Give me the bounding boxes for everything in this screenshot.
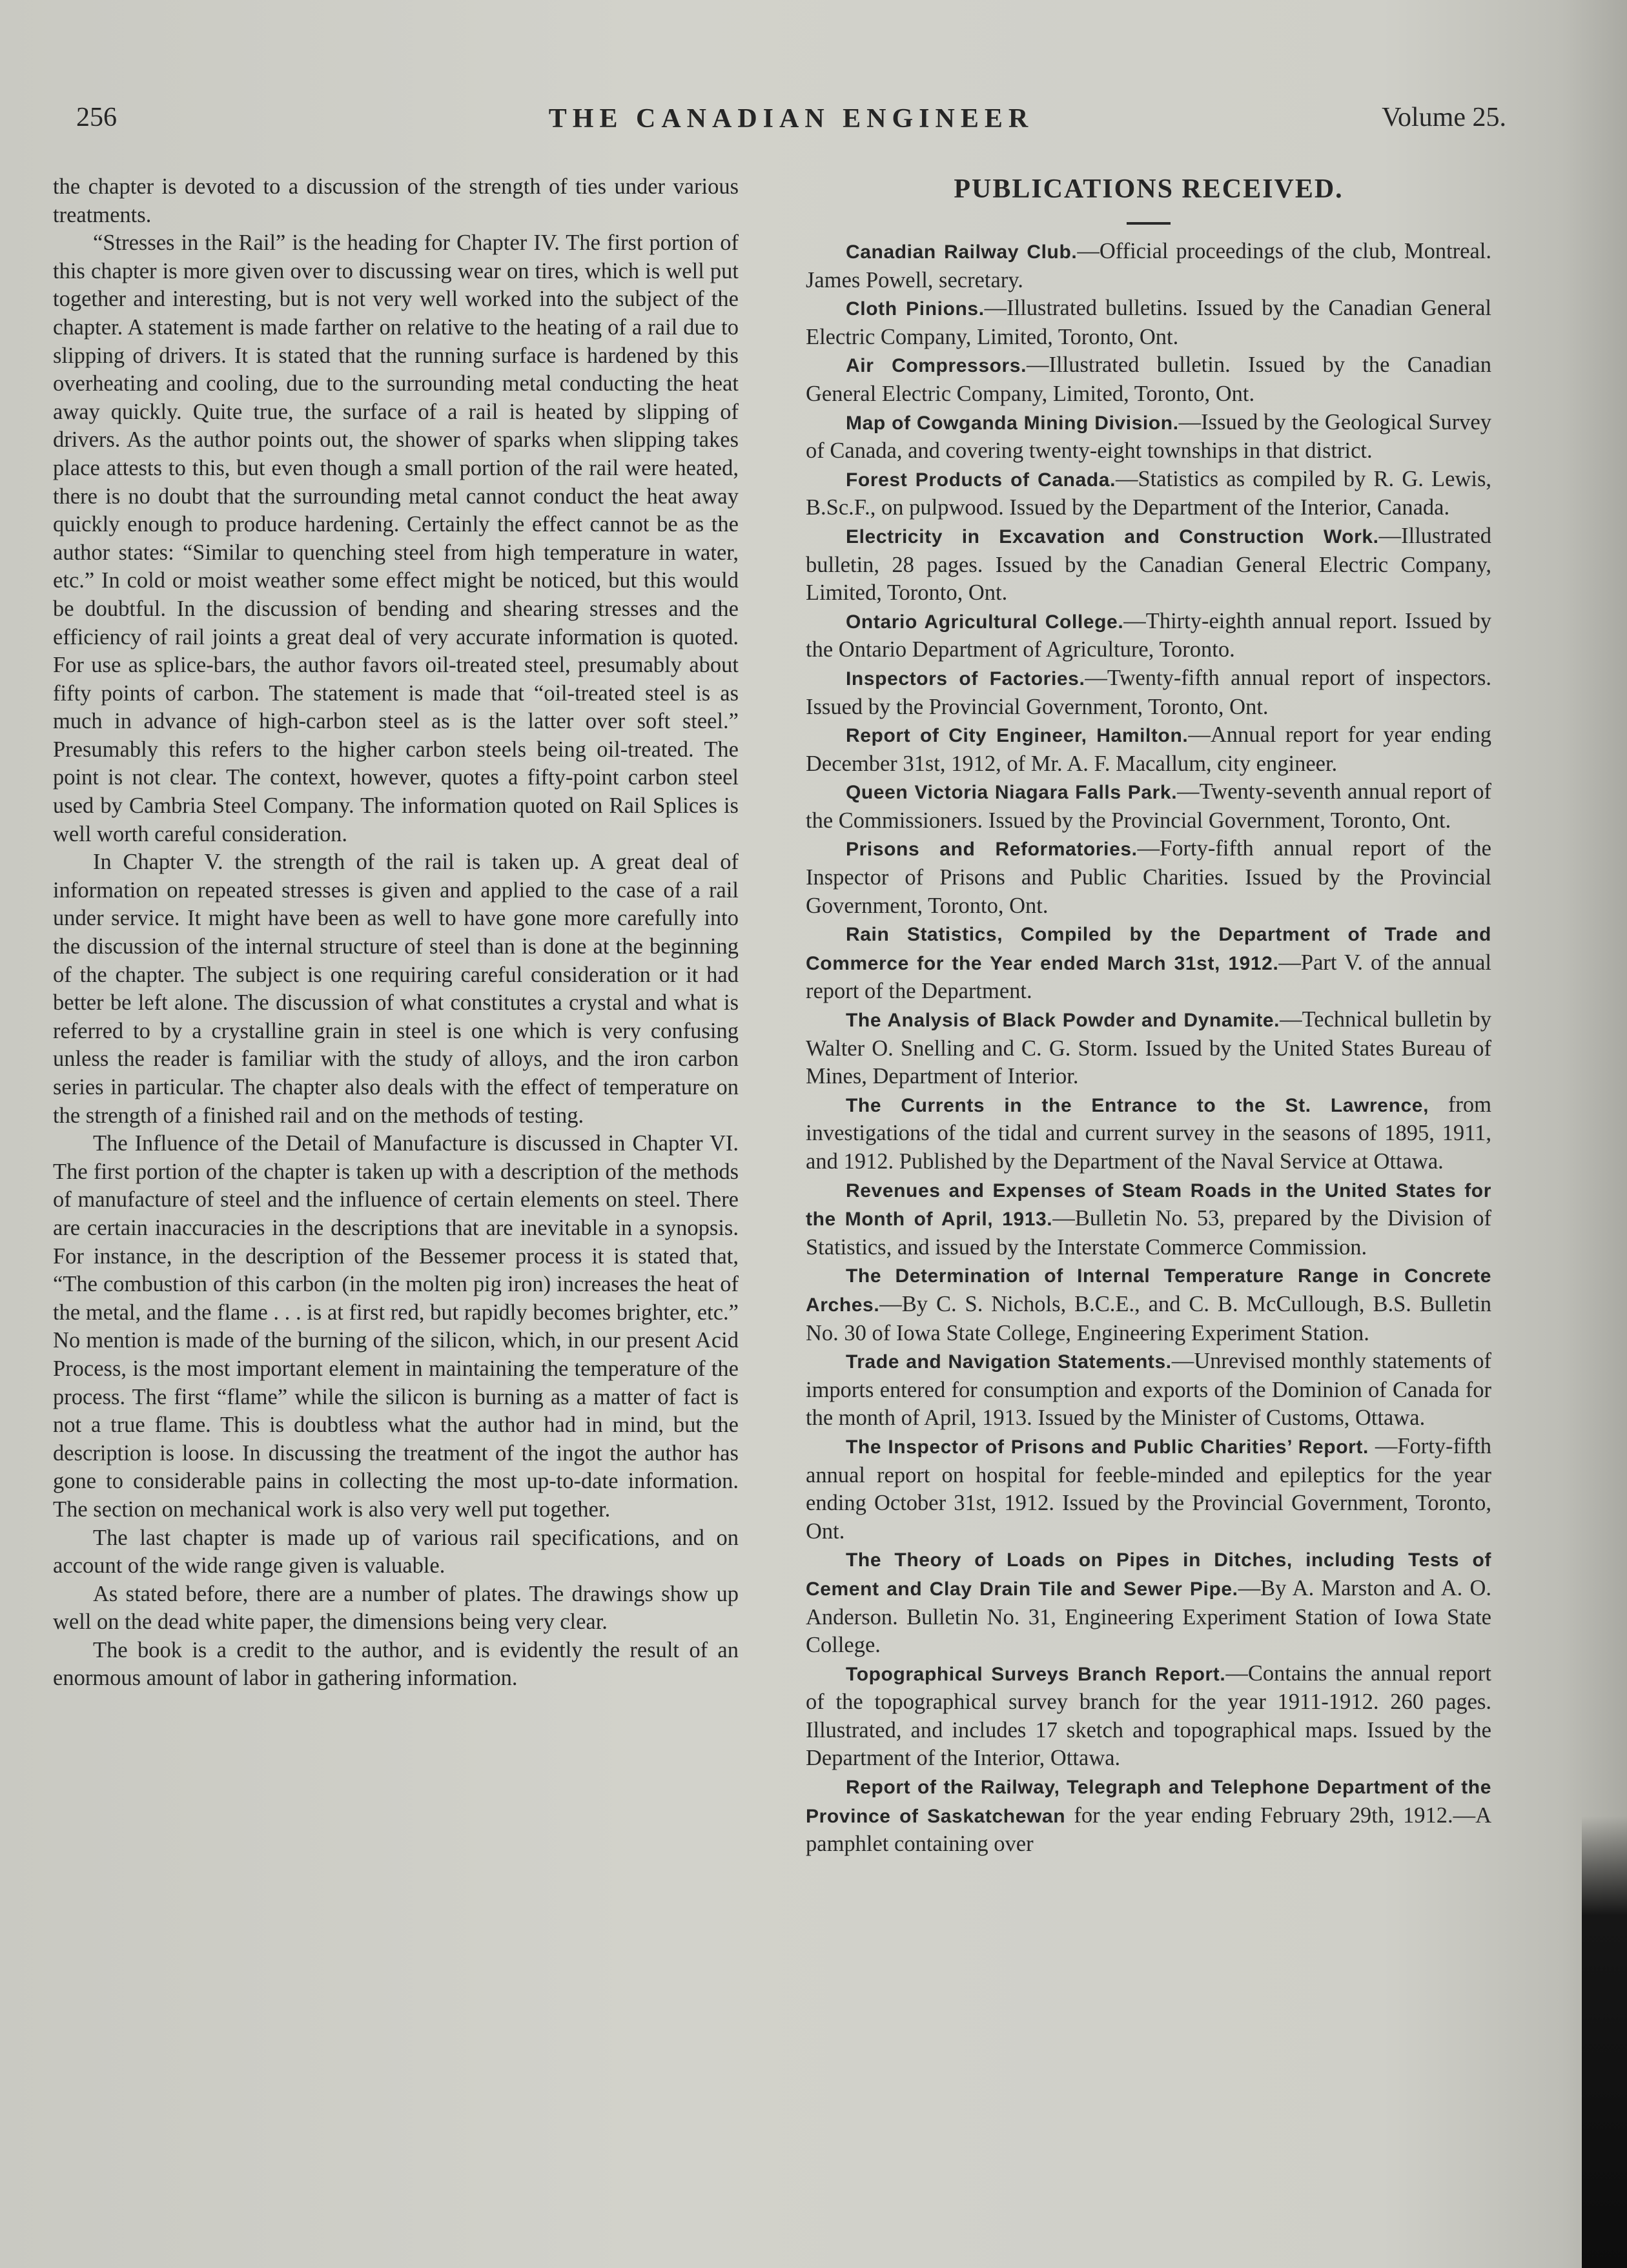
- journal-title: THE CANADIAN ENGINEER: [548, 104, 1034, 134]
- publication-entry: [806, 1091, 1491, 1176]
- entry-heading: Report of City Engineer, Hamilton.: [846, 725, 1189, 747]
- publication-entry: [806, 608, 1491, 664]
- entry-text: —Illustrated bulletin, 28 pages. Issued by the Canadian General Electric Company, Limited, Toronto, Ont.: [806, 523, 1491, 606]
- entry-text: —Twenty-seventh annual report of the Commissioners. Issued by the Provincial Government, Toronto, Ont.: [806, 779, 1491, 833]
- entry-text: —Bulletin No. 53, prepared by the Division of Statistics, and issued by the Interstate Commerce Commission.: [806, 1206, 1491, 1260]
- entry-heading: Inspectors of Factories.: [846, 668, 1085, 690]
- publication-entry: [806, 1660, 1491, 1773]
- page-edge-shadow: [1582, 1816, 1627, 2268]
- publication-entry: [806, 1006, 1491, 1091]
- running-header: [76, 97, 1506, 142]
- entry-heading: Rain Statistics, Compiled by the Department of Trade and Commerce for the Year ended March 31st, 1912.: [806, 924, 1491, 974]
- entry-heading: The Currents in the Entrance to the St. Lawrence,: [846, 1094, 1429, 1116]
- entry-text: —By C. S. Nichols, B.C.E., and C. B. McCullough, B.S. Bulletin No. 30 of Iowa State College, Engineering Experiment Station.: [806, 1291, 1491, 1345]
- page-number: 256: [76, 103, 117, 132]
- publication-entry: [806, 522, 1491, 608]
- paragraph: The book is a credit to the author, and is evidently the result of an enormous amount of labor in gathering information.: [53, 1637, 739, 1691]
- entry-text: —Part V. of the annual report of the Department.: [806, 950, 1492, 1004]
- entry-heading: Forest Products of Canada.: [846, 469, 1116, 491]
- entry-heading: The Inspector of Prisons and Public Charities’ Report.: [846, 1436, 1369, 1458]
- entry-text: —Forty-fifth annual report of the Inspector of Prisons and Public Charities. Issued by the Provincial Government, Toronto, Ont.: [806, 836, 1491, 918]
- entry-heading: Electricity in Excavation and Construction Work.: [846, 526, 1379, 547]
- publication-entry: [806, 1262, 1491, 1347]
- entry-text: —Twenty-fifth annual report of inspectors. Issued by the Provincial Government, Toronto, Ont.: [806, 665, 1492, 719]
- entry-text: —Thirty-eighth annual report. Issued by the Ontario Department of Agriculture, Toronto.: [806, 608, 1492, 662]
- publication-entry: [806, 1546, 1491, 1659]
- section-title: PUBLICATIONS RECEIVED.: [954, 174, 1344, 204]
- left-column: [53, 173, 739, 1693]
- entry-text: —Issued by the Geological Survey of Canada, and covering twenty-eight townships in that district.: [806, 409, 1491, 464]
- entry-heading: Queen Victoria Niagara Falls Park.: [846, 782, 1178, 804]
- publication-entry: [806, 1433, 1491, 1546]
- entry-heading: Map of Cowganda Mining Division.: [846, 412, 1179, 434]
- entry-text: for the year ending February 29th, 1912.—A pamphlet containing over: [806, 1803, 1491, 1857]
- paragraph: the chapter is devoted to a discussion of the strength of ties under various treatments.: [53, 174, 739, 227]
- entry-text: —Contains the annual report of the topographical survey branch for the year 1911-1912. 260 pages. Illustrated, and includes 17 sketch and topographical maps. Issued by the Department of the Interior, Ottawa.: [806, 1660, 1491, 1771]
- title-rule: [1127, 222, 1171, 225]
- publication-entry: [806, 238, 1491, 294]
- paragraph: The Influence of the Detail of Manufacture is discussed in Chapter VI. The first portion of the chapter is taken up with a description of the methods of manufacture of steel and the influence of certain elements on steel. There are certain inaccuracies in the descriptions that are inevitable in a synopsis. For instance, in the description of the Bessemer process it is stated that, “The combustion of this carbon (in the molten pig iron) increases the heat of the metal, and the flame . . . is at first red, but rapidly becomes brighter, etc.” No mention is made of the burning of the silicon, which, in our present Acid Process, is the most important element in maintaining the temperature of the process. The first “flame” while the silicon is burning as a matter of fact is not a true flame. This is doubtless what the author had in mind, but the description is loose. In discussing the treatment of the ingot the author has gone to considerable pains in collecting the most up-to-date information. The section on mechanical work is also very well put together.: [53, 1131, 739, 1522]
- entry-heading: The Theory of Loads on Pipes in Ditches, including Tests of Cement and Clay Drain Tile and Sewer Pipe.: [806, 1549, 1491, 1600]
- entry-heading: Trade and Navigation Statements.: [846, 1351, 1172, 1373]
- entry-text: —By A. Marston and A. O. Anderson. Bulletin No. 31, Engineering Experiment Station of Iowa State College.: [806, 1575, 1492, 1658]
- publication-entry: [806, 920, 1491, 1006]
- publication-entry: [806, 465, 1491, 522]
- entry-heading: Revenues and Expenses of Steam Roads in the United States for the Month of April, 1913.: [806, 1180, 1491, 1231]
- right-column: [806, 173, 1491, 1859]
- publication-entry: [806, 1176, 1491, 1262]
- publication-entry: [806, 409, 1491, 465]
- entry-text: —Unrevised monthly statements of imports entered for consumption and exports of the Dominion of Canada for the month of April, 1913. Issued by the Minister of Customs, Ottawa.: [806, 1349, 1491, 1431]
- paragraph: The last chapter is made up of various rail specifications, and on account of the wide range given is valuable.: [53, 1525, 739, 1578]
- entry-heading: Ontario Agricultural College.: [846, 611, 1124, 633]
- entry-heading: Topographical Surveys Branch Report.: [846, 1663, 1226, 1685]
- entry-heading: Air Compressors.: [846, 355, 1027, 377]
- publication-entry: [806, 778, 1491, 835]
- entry-heading: The Determination of Internal Temperature Range in Concrete Arches.: [806, 1265, 1491, 1316]
- publication-entry: [806, 1773, 1491, 1859]
- entry-text: —Forty-fifth annual report on hospital for feeble-minded and epileptics for the year ending October 31st, 1912. Issued by the Provincial Government, Toronto, Ont.: [806, 1433, 1492, 1544]
- entry-text: —Illustrated bulletins. Issued by the Canadian General Electric Company, Limited, Toronto, Ont.: [806, 296, 1491, 349]
- entry-heading: The Analysis of Black Powder and Dynamite.: [846, 1010, 1280, 1032]
- entry-heading: Canadian Railway Club.: [846, 241, 1078, 263]
- paragraph: “Stresses in the Rail” is the heading for Chapter IV. The first portion of this chapter is more given over to discussing wear on tires, which is well put together and interesting, but is not very well worked into the subject of the chapter. A statement is made farther on relative to the heating of a rail due to slipping of drivers. It is stated that the running surface is hardened by this overheating and cooling, due to the surrounding metal conducting the heat away quickly. Quite true, the surface of a rail is heated by slipping of drivers. As the author points out, the shower of sparks when slipping takes place attests to this, but even though a small portion of the rail were heated, there is no doubt that the surrounding metal cannot conduct the heat away quickly enough to produce hardening. Certainly the effect cannot be as the author states: “Similar to quenching steel from high temperature in water, etc.” In cold or moist weather some effect might be noticed, but this would be doubtful. In the discussion of bending and shearing stresses and the efficiency of rail joints a great deal of very accurate information is quoted. For use as splice-bars, the author favors oil-treated steel, presumably about fifty points of carbon. The statement is made that “oil-treated steel is as much in advance of high-carbon steel as is the latter over soft steel.” Presumably this refers to the higher carbon steels being oil-treated. The point is not clear. The context, however, quotes a fifty-point carbon steel used by Cambria Steel Company. The information quoted on Rail Splices is well worth careful consideration.: [53, 230, 739, 846]
- entry-heading: Prisons and Reformatories.: [846, 839, 1138, 861]
- paragraph: In Chapter V. the strength of the rail is taken up. A great deal of information on repeated stresses is given and applied to the case of a rail under service. It might have been as well to have gone more carefully into the discussion of the internal structure of steel than is done at the beginning of the chapter. The subject is one requiring careful consideration or it had better be left alone. The discussion of what constitutes a crystal and what is referred to by a crystalline grain in steel is one which is very confusing unless the reader is familiar with the study of alloys, and the iron carbon series in particular. The chapter also deals with the effect of temperature on the strength of a finished rail and on the methods of testing.: [53, 850, 739, 1128]
- entry-text: —Official proceedings of the club, Montreal. James Powell, secretary.: [806, 239, 1492, 292]
- entry-text: from investigations of the tidal and current survey in the seasons of 1895, 1911, and 1912. Published by the Department of the Naval Service at Ottawa.: [806, 1092, 1491, 1174]
- publication-entry: [806, 1347, 1491, 1433]
- entry-heading: Report of the Railway, Telegraph and Telephone Department of the Province of Saskatchewan: [806, 1777, 1491, 1827]
- entry-text: —Technical bulletin by Walter O. Snelling and C. G. Storm. Issued by the United States Bureau of Mines, Department of Interior.: [806, 1007, 1491, 1089]
- entry-text: —Illustrated bulletin. Issued by the Canadian General Electric Company, Limited, Toronto, Ont.: [806, 352, 1491, 406]
- volume-label: Volume 25.: [1382, 103, 1506, 132]
- entry-text: —Statistics as compiled by R. G. Lewis, B.Sc.F., on pulpwood. Issued by the Department of the Interior, Canada.: [806, 466, 1491, 520]
- publication-entry: [806, 721, 1491, 778]
- paragraph: As stated before, there are a number of plates. The drawings show up well on the dead white paper, the dimensions being very clear.: [53, 1581, 739, 1635]
- entry-text: —Annual report for year ending December 31st, 1912, of Mr. A. F. Macallum, city engineer.: [806, 722, 1491, 776]
- publication-entry: [806, 294, 1491, 351]
- publication-entry: [806, 351, 1491, 408]
- entry-heading: Cloth Pinions.: [846, 298, 985, 320]
- publication-entry: [806, 835, 1491, 920]
- publication-entry: [806, 664, 1491, 721]
